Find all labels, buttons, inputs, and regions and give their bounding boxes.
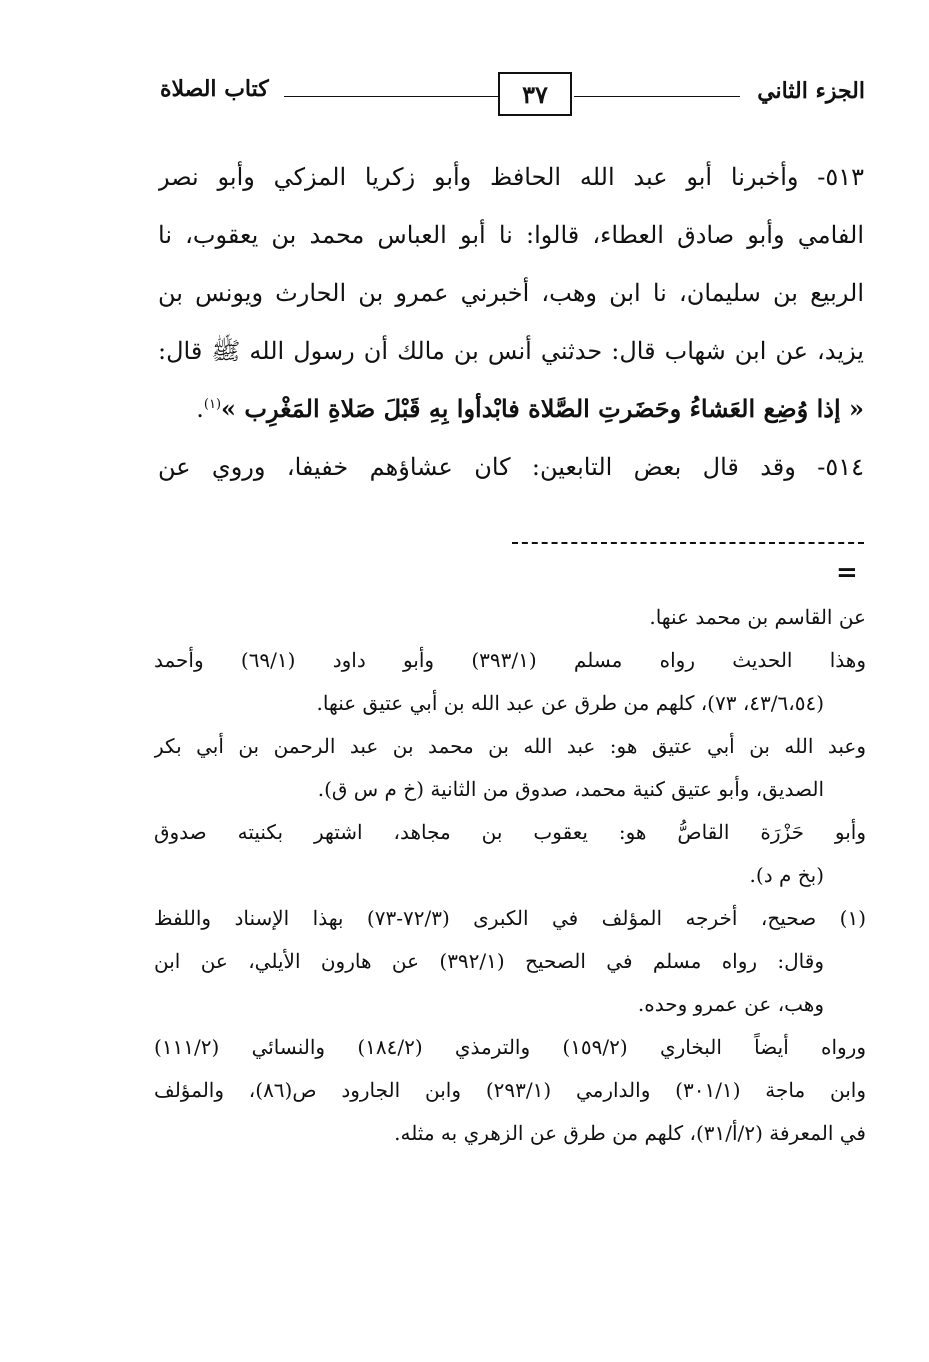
footnote-line: في المعرفة (٢/أ/٣١)، كلهم من طرق عن الزهري به مثله. xyxy=(394,1121,866,1145)
hadith-text: « إذا وُضِع العَشاءُ وحَضَرتِ الصَّلاة فابْدأوا بِهِ قَبْلَ صَلاةِ المَغْرِب » xyxy=(221,394,864,423)
page-number-box xyxy=(498,72,572,116)
text-line: الفامي وأبو صادق العطاء، قالوا: نا أبو العباس محمد بن يعقوب، نا xyxy=(158,221,864,249)
footnotes xyxy=(154,596,866,1155)
header-rule-right xyxy=(574,96,740,97)
footnote-reference[interactable]: (١) xyxy=(203,397,222,412)
book-title: كتاب الصلاة xyxy=(160,76,269,102)
footnote-line: وهب، عن عمرو وحده. xyxy=(637,992,824,1016)
footnote-line: وابن ماجة (٣٠١/١) والدارمي (٢٩٣/١) وابن الجارود ص(٨٦)، والمؤلف xyxy=(154,1078,866,1102)
footnote-line: وهذا الحديث رواه مسلم (٣٩٣/١) وأبو داود (٦٩/١) وأحمد xyxy=(154,648,866,672)
text-line: الربيع بن سليمان، نا ابن وهب، أخبرني عمرو بن الحارث ويونس بن xyxy=(158,279,864,307)
footnote-line: وأبو حَزْرَة القاصُّ هو: يعقوب بن مجاهد، اشتهر بكنيته صدوق xyxy=(154,820,866,844)
footnote-line: وعبد الله بن أبي عتيق هو: عبد الله بن محمد بن عبد الرحمن بن أبي بكر xyxy=(154,734,866,758)
text-line: ٥١٣- وأخبرنا أبو عبد الله الحافظ وأبو زكريا المزكي وأبو نصر xyxy=(158,163,864,191)
text-line: يزيد، عن ابن شهاب قال: حدثني أنس بن مالك أن رسول الله ﷺ قال: xyxy=(158,337,864,365)
footnote-line: (٤٣/٦،٥٤، ٧٣)، كلهم من طرق عن عبد الله بن أبي عتيق عنها. xyxy=(316,691,824,715)
part-title: الجزء الثاني xyxy=(757,78,865,104)
footnote-line: (١) صحيح، أخرجه المؤلف في الكبرى (٧٢/٣-٧٣) بهذا الإسناد واللفظ xyxy=(154,906,866,930)
footnote-line: وقال: رواه مسلم في الصحيح (٣٩٢/١) عن هارون الأيلي، عن ابن xyxy=(154,949,824,973)
page-number: ٣٧ xyxy=(522,79,548,109)
main-text xyxy=(158,148,864,496)
footnote-line: (بخ م د). xyxy=(749,863,824,887)
footnote-line: ورواه أيضاً البخاري (١٥٩/٢) والترمذي (١٨٤/٢) والنسائي (١١١/٢) xyxy=(154,1035,866,1059)
footnote-divider xyxy=(512,542,864,544)
hadith-line: « إذا وُضِع العَشاءُ وحَضَرتِ الصَّلاة فابْدأوا بِهِ قَبْلَ صَلاةِ المَغْرِب »$^{(١)}$. xyxy=(196,394,864,423)
footnote-line: الصديق، وأبو عتيق كنية محمد، صدوق من الثانية (خ م س ق). xyxy=(317,777,824,801)
text-line: ٥١٤- وقد قال بعض التابعين: كان عشاؤهم خفيفا، وروي عن xyxy=(158,453,864,481)
header-rule-left xyxy=(284,96,498,97)
continuation-mark: = xyxy=(836,558,858,588)
footnote-line: عن القاسم بن محمد عنها. xyxy=(649,605,866,629)
